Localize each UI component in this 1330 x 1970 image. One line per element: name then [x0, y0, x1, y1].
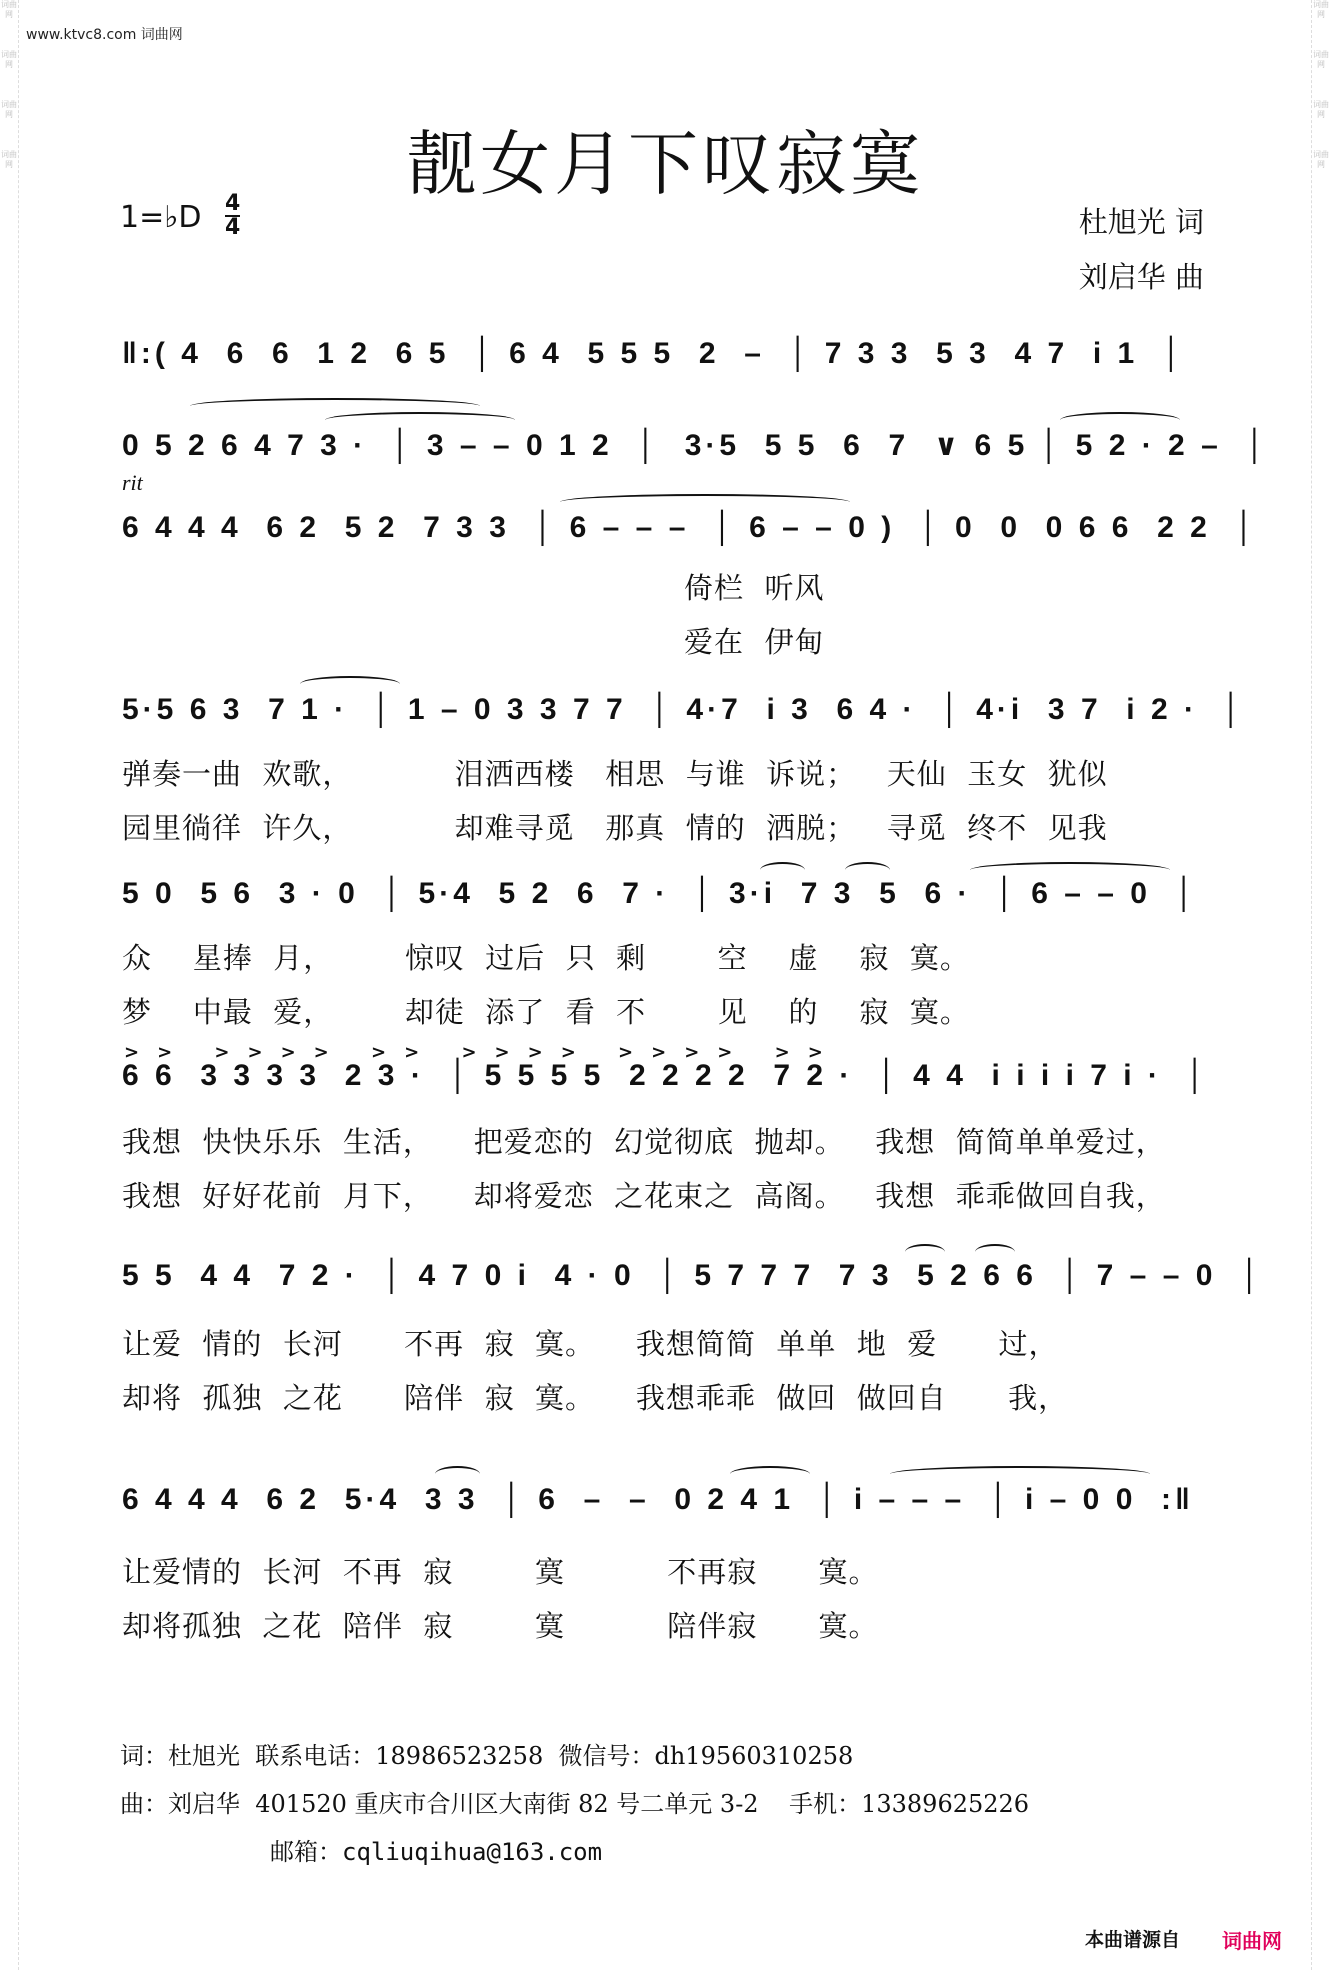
notation: 5·5 6 3 7 1 · │ 1 – 0 3 3 7 7 │ 4·7 i 3 6 4 · │ 4·i 3 7 i 2 · │	[122, 693, 1246, 726]
composer-credit: 刘启华 曲	[1078, 260, 1204, 294]
watermark-text: 词曲网	[1, 0, 17, 19]
staff-line-8	[122, 1478, 1210, 1542]
notation: 6 4 4 4 6 2 5 2 7 3 3 │ 6 – – – │ 6 – – 0 ) │ 0 0 0 6 6 2 2 │	[122, 511, 1259, 544]
composer-contact: 曲：刘启华 401520 重庆市合川区大南街 82 号二单元 3-2 手机：13389625226	[120, 1790, 1030, 1818]
watermark-text: 词曲网	[1, 150, 17, 169]
staff-line-1	[122, 332, 1210, 396]
tie	[560, 494, 850, 510]
lyric-verse-1: 弹奏一曲 欢歌， 泪洒西楼 相思 与谁 诉说； 天仙 玉女 犹似	[122, 757, 1108, 791]
slur	[730, 1466, 810, 1482]
lyric-verse-1: 众 星捧 月， 惊叹 过后 只 剩 空 虚 寂 寞。	[122, 941, 970, 975]
composer-email[interactable]: 邮箱：cqliuqihua@163.com	[270, 1838, 603, 1866]
watermark-text: 词曲网	[1, 100, 17, 119]
watermark-text: 词曲网	[1, 50, 17, 69]
accent-marks: >> >>>> >> >>>> >>>> >>	[124, 1042, 841, 1063]
staff-line-5	[122, 872, 1210, 936]
notation: 6 6 3 3 3 3 2 3 · │ 5 5 5 5 2 2 2 2 7 2 · │ 4 4 i i i i 7 i · │	[122, 1059, 1210, 1092]
watermark-text: 词曲网	[1313, 100, 1329, 119]
notation: 5 5 4 4 7 2 · │ 4 7 0 i 4 · 0 │ 5 7 7 7 7 3 5 2 6 6 │ 7 – – 0 │	[122, 1259, 1264, 1292]
staff-line-2	[122, 424, 1270, 488]
lyric-verse-2: 却将 孤独 之花 陪伴 寂 寞。 我想乖乖 做回 做回自 我，	[122, 1381, 1069, 1415]
slur	[760, 862, 805, 878]
lyric-verse-1: 让爱 情的 长河 不再 寂 寞。 我想简简 单单 地 爱 过，	[122, 1327, 1059, 1361]
lyric-verse-2: 我想 好好花前 月下， 却将爱恋 之花束之 高阁。 我想 乖乖做回自我，	[122, 1179, 1166, 1213]
notation: 5 0 5 6 3 · 0 │ 5·4 5 2 6 7 · │ 3·i 7 3 5 6 · │ 6 – – 0 │	[122, 877, 1199, 910]
lyric-verse-1: 我想 快快乐乐 生活， 把爱恋的 幻觉彻底 抛却。 我想 简简单单爱过，	[122, 1125, 1166, 1159]
lyric-verse-2: 园里徜徉 许久， 却难寻觅 那真 情的 洒脱； 寻觅 终不 见我	[122, 811, 1108, 845]
lyricist-contact: 词：杜旭光 联系电话：18986523258 微信号：dh19560310258	[120, 1742, 854, 1770]
tempo-marking: rit	[122, 470, 143, 495]
slur	[905, 1244, 945, 1260]
right-watermark-strip	[1311, 0, 1330, 1970]
notation: ‖:( 4 6 6 1 2 6 5 │ 6 4 5 5 5 2 – │ 7 3 3 5 3 4 7 i 1 │	[122, 337, 1186, 370]
tie	[890, 1466, 1150, 1482]
tie	[1060, 412, 1180, 428]
watermark-text: 词曲网	[1313, 150, 1329, 169]
tie	[325, 412, 515, 428]
tie	[300, 676, 400, 692]
lyric-verse-2: 爱在 伊甸	[122, 625, 825, 659]
lyricist-credit: 杜旭光 词	[1078, 205, 1204, 239]
lyric-verse-1: 让爱情的 长河 不再 寂 寞 不再寂 寞。	[122, 1555, 879, 1589]
site-logo[interactable]: 词曲网	[1222, 1929, 1282, 1953]
staff-line-4	[122, 688, 1246, 752]
time-signature	[225, 193, 240, 239]
watermark-text: 词曲网	[1313, 50, 1329, 69]
staff-line-3	[122, 506, 1259, 570]
time-bottom: 4	[225, 215, 241, 240]
watermark-text: 词曲网	[1313, 0, 1329, 19]
song-title: 靓女月下叹寂寞	[406, 123, 924, 205]
key-signature: 1=♭D	[120, 200, 202, 235]
left-watermark-strip	[0, 0, 19, 1970]
slur	[975, 1244, 1015, 1260]
slur	[845, 862, 890, 878]
staff-line-7	[122, 1254, 1264, 1318]
source-label: 本曲谱源自	[1084, 1929, 1180, 1951]
tie	[970, 862, 1170, 878]
lyric-verse-2: 梦 中最 爱， 却徒 添了 看 不 见 的 寂 寞。	[122, 995, 970, 1029]
notation: 6 4 4 4 6 2 5·4 3 3 │ 6 – – 0 2 4 1 │ i – – – │ i – 0 0 :‖	[122, 1483, 1194, 1516]
lyric-verse-1: 倚栏 听风	[122, 571, 825, 605]
lyric-verse-2: 却将孤独 之花 陪伴 寂 寞 陪伴寂 寞。	[122, 1609, 879, 1643]
slur	[435, 1466, 480, 1482]
time-top: 4	[225, 191, 241, 216]
staff-line-6	[122, 1054, 1210, 1118]
site-url[interactable]: www.ktvc8.com 词曲网	[26, 27, 183, 43]
notation: 0 5 2 6 4 7 3 · │ 3 – – 0 1 2 │ 3·5 5 5 6 7 ∨ 6 5 │ 5 2 · 2 – │	[122, 429, 1270, 462]
